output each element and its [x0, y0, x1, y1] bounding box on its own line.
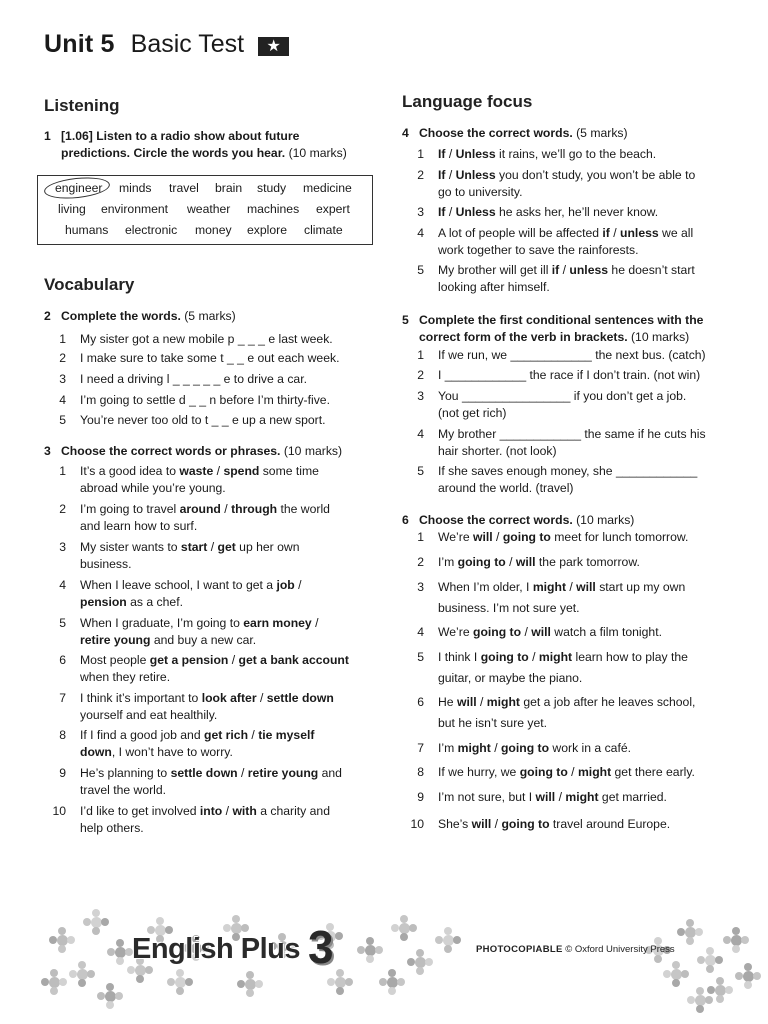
pattern-dot — [716, 977, 724, 985]
pattern-dot — [87, 970, 95, 978]
pattern-dot — [706, 947, 714, 955]
pattern-dot — [425, 958, 433, 966]
word-item: expert — [316, 202, 350, 216]
item-number: 5 — [417, 464, 424, 478]
item-number: 2 — [59, 351, 66, 365]
word-item: study — [257, 181, 287, 195]
pattern-dot — [78, 979, 86, 987]
pattern-dot — [672, 961, 680, 969]
word-item: minds — [119, 181, 152, 195]
pattern-dot — [58, 945, 66, 953]
pattern-dot — [237, 980, 245, 988]
pattern-dot — [715, 956, 723, 964]
item-number: 1 — [59, 332, 66, 346]
item-number: 3 — [59, 540, 66, 554]
pattern-dot — [176, 987, 184, 995]
pattern-dot — [415, 957, 426, 968]
pattern-dot — [735, 972, 743, 980]
word-item: engineer — [55, 181, 103, 195]
item-number: 8 — [59, 728, 66, 742]
item-number: 3 — [59, 372, 66, 386]
pattern-dot — [106, 983, 114, 991]
pattern-dot — [67, 936, 75, 944]
pattern-dot — [185, 978, 193, 986]
pattern-dot — [663, 970, 671, 978]
item-number: 5 — [417, 263, 424, 277]
pattern-dot — [335, 932, 343, 940]
pattern-dot — [416, 949, 424, 957]
pattern-dot — [388, 969, 396, 977]
pattern-dot — [241, 924, 249, 932]
pattern-dot — [677, 928, 685, 936]
pattern-dot — [399, 923, 410, 934]
pattern-dot — [731, 935, 742, 946]
item-number: 4 — [59, 393, 66, 407]
word-item: money — [195, 223, 232, 237]
item-number: 10 — [52, 804, 66, 818]
pattern-dot — [49, 977, 60, 988]
pattern-dot — [375, 946, 383, 954]
item-number: 9 — [417, 790, 424, 804]
pattern-dot — [400, 933, 408, 941]
pattern-dot — [366, 937, 374, 945]
pattern-dot — [167, 978, 175, 986]
pattern-dot — [41, 978, 49, 986]
item-number: 2 — [417, 555, 424, 569]
pattern-dot — [695, 928, 703, 936]
item-number: 1 — [417, 530, 424, 544]
pattern-dot — [716, 995, 724, 1003]
pattern-dot — [92, 927, 100, 935]
footer-banner — [0, 900, 768, 1024]
item-number: 1 — [417, 348, 424, 362]
item-number: 3 — [417, 580, 424, 594]
pattern-dot — [50, 987, 58, 995]
star-icon: ★ — [258, 37, 289, 56]
language-focus-heading: Language focus — [402, 92, 533, 111]
pattern-dot — [116, 939, 124, 947]
word-item: explore — [247, 223, 287, 237]
item-number: 4 — [417, 226, 424, 240]
pattern-dot — [106, 1001, 114, 1009]
item-number: 9 — [59, 766, 66, 780]
pattern-dot — [91, 917, 102, 928]
pattern-dot — [156, 917, 164, 925]
listening-heading: Listening — [44, 96, 120, 115]
pattern-dot — [50, 969, 58, 977]
pattern-dot — [707, 986, 715, 994]
pattern-dot — [83, 918, 91, 926]
pattern-dot — [246, 989, 254, 997]
pattern-dot — [681, 970, 689, 978]
item-number: 1 — [59, 464, 66, 478]
pattern-dot — [705, 996, 713, 1004]
pattern-dot — [78, 961, 86, 969]
pattern-dot — [409, 924, 417, 932]
pattern-dot — [49, 936, 57, 944]
item-number: 2 — [59, 502, 66, 516]
pattern-dot — [685, 927, 696, 938]
item-number: 2 — [417, 168, 424, 182]
pattern-dot — [105, 991, 116, 1002]
pattern-dot — [654, 955, 662, 963]
word-item: medicine — [303, 181, 352, 195]
item-number: 8 — [417, 765, 424, 779]
item-number: 5 — [59, 616, 66, 630]
item-number: 5 — [417, 650, 424, 664]
item-number: 6 — [417, 695, 424, 709]
pattern-dot — [59, 978, 67, 986]
pattern-dot — [753, 972, 761, 980]
logo-number: 3 — [308, 921, 334, 973]
pattern-dot — [357, 946, 365, 954]
pattern-dot — [255, 980, 263, 988]
item-number: 7 — [59, 691, 66, 705]
item-number: 4 — [417, 427, 424, 441]
item-number: 5 — [59, 413, 66, 427]
pattern-dot — [741, 936, 749, 944]
pattern-dot — [696, 987, 704, 995]
photocopiable-note: PHOTOCOPIABLE © Oxford University Press — [476, 944, 675, 955]
word-item: climate — [304, 223, 343, 237]
item-number: 10 — [410, 817, 424, 831]
pattern-dot — [705, 955, 716, 966]
pattern-dot — [388, 987, 396, 995]
pattern-dot — [175, 977, 186, 988]
item-number: 7 — [417, 741, 424, 755]
pattern-dot — [715, 985, 726, 996]
pattern-dot — [723, 936, 731, 944]
word-item: brain — [215, 181, 243, 195]
pattern-dot — [732, 927, 740, 935]
pattern-dot — [695, 995, 706, 1006]
word-item: humans — [65, 223, 109, 237]
pattern-dot — [444, 927, 452, 935]
pattern-dot — [327, 978, 335, 986]
item-number: 4 — [417, 625, 424, 639]
pattern-dot — [101, 918, 109, 926]
pattern-dot — [145, 966, 153, 974]
pattern-dot — [366, 955, 374, 963]
pattern-dot — [686, 937, 694, 945]
pattern-dot — [92, 909, 100, 917]
pattern-dot — [706, 965, 714, 973]
pattern-dot — [115, 947, 126, 958]
pattern-dot — [115, 992, 123, 1000]
pattern-dot — [443, 935, 454, 946]
pattern-dot — [176, 969, 184, 977]
pattern-dot — [732, 945, 740, 953]
vocabulary-heading: Vocabulary — [44, 275, 135, 294]
pattern-dot — [696, 1005, 704, 1013]
pattern-dot — [345, 978, 353, 986]
pattern-dot — [223, 924, 231, 932]
pattern-dot — [743, 971, 754, 982]
pattern-dot — [135, 965, 146, 976]
pattern-dot — [671, 969, 682, 980]
pattern-dot — [335, 977, 346, 988]
pattern-dot — [744, 963, 752, 971]
pattern-dot — [397, 978, 405, 986]
item-number: 1 — [417, 147, 424, 161]
pattern-dot — [687, 996, 695, 1004]
item-number: 4 — [59, 578, 66, 592]
pattern-dot — [672, 979, 680, 987]
pattern-dot — [365, 945, 376, 956]
test-title: Basic Test — [130, 30, 245, 58]
pattern-dot — [686, 919, 694, 927]
pattern-dot — [697, 956, 705, 964]
pattern-dot — [232, 915, 240, 923]
item-number: 3 — [417, 205, 424, 219]
pattern-dot — [77, 969, 88, 980]
pattern-dot — [379, 978, 387, 986]
pattern-dot — [116, 957, 124, 965]
unit-label: Unit 5 — [44, 30, 115, 58]
pattern-dot — [407, 958, 415, 966]
pattern-dot — [97, 992, 105, 1000]
pattern-dot — [136, 975, 144, 983]
pattern-dot — [744, 981, 752, 989]
word-item: travel — [169, 181, 199, 195]
pattern-dot — [725, 986, 733, 994]
pattern-dot — [127, 966, 135, 974]
pattern-dot — [416, 967, 424, 975]
pattern-dot — [246, 971, 254, 979]
word-item: machines — [247, 202, 300, 216]
pattern-dot — [69, 970, 77, 978]
pattern-dot — [245, 979, 256, 990]
word-item: environment — [101, 202, 169, 216]
item-number: 2 — [417, 368, 424, 382]
word-item: living — [58, 202, 86, 216]
pattern-dot — [107, 948, 115, 956]
word-item: electronic — [125, 223, 178, 237]
item-number: 3 — [417, 389, 424, 403]
pattern-dot — [57, 935, 68, 946]
pattern-dot — [58, 927, 66, 935]
pattern-dot — [231, 923, 242, 934]
word-item: weather — [187, 202, 231, 216]
english-plus-logo: English Plus — [132, 933, 301, 965]
pattern-dot — [387, 977, 398, 988]
pattern-dot — [336, 987, 344, 995]
pattern-dot — [391, 924, 399, 932]
pattern-dot — [444, 945, 452, 953]
pattern-dot — [336, 969, 344, 977]
item-number: 6 — [59, 653, 66, 667]
pattern-dot — [435, 936, 443, 944]
pattern-dot — [400, 915, 408, 923]
pattern-dot — [453, 936, 461, 944]
page-title — [44, 30, 289, 59]
